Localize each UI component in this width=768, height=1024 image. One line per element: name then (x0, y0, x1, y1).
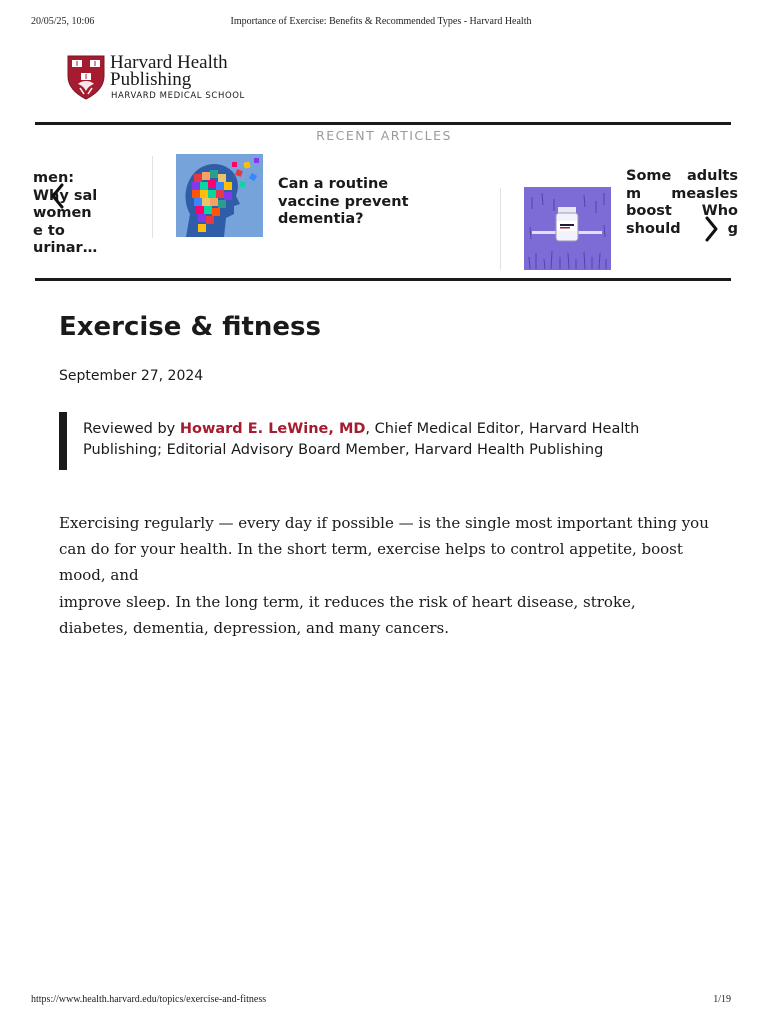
article-body (59, 510, 709, 641)
harvard-shield-icon (66, 54, 106, 100)
print-footer (31, 994, 731, 1008)
chevron-right-icon[interactable] (699, 214, 723, 244)
recent-articles-carousel (0, 148, 768, 274)
body-paragraph-1: Exercising regularly — every day if possible — is the single most important thing you can do for your health. In the short term, exercise helps to control appetite, boost mood, and (59, 514, 709, 585)
recent-articles-heading: RECENT ARTICLES (316, 128, 452, 143)
body-paragraph-2: improve sleep. In the long term, it reduces the risk of heart disease, stroke, diabetes, dementia, depression, and many cancers. (59, 592, 636, 637)
logo-line-1: Harvard Health (110, 52, 228, 73)
puzzle-head-thumbnail[interactable] (176, 154, 263, 237)
chevron-left-icon[interactable] (46, 181, 70, 211)
card-divider (500, 188, 501, 270)
recent-article-card-3-title[interactable]: Some adults m measles boost Who should g (626, 168, 738, 237)
recent-article-card-1-title[interactable]: men: Why sal women e to urinar… (33, 170, 98, 257)
harvard-health-logo[interactable] (66, 54, 266, 104)
print-url: https://www.health.harvard.edu/topics/exercise-and-fitness (31, 994, 267, 1005)
reviewer-link[interactable]: Howard E. LeWine, MD (179, 421, 366, 437)
card-divider (152, 156, 153, 238)
print-timestamp: 20/05/25, 10:06 (31, 16, 95, 27)
recent-article-card-2-title[interactable]: Can a routine vaccine prevent dementia? (278, 176, 409, 228)
print-header (31, 16, 731, 30)
reviewed-by-text: Reviewed by Howard E. LeWine, MD, Chief Medical Editor, Harvard Health Publishing; Editorial Advisory Board Member, Harvard Health Publishing (83, 421, 640, 458)
top-divider-rule (35, 122, 731, 125)
print-document-title: Importance of Exercise: Benefits & Recommended Types - Harvard Health (230, 16, 532, 27)
print-page-number: 1/19 (713, 994, 731, 1005)
article-date: September 27, 2024 (59, 368, 204, 384)
reviewed-by-block (59, 412, 707, 470)
page-title: Exercise & fitness (59, 312, 321, 342)
logo-line-3: HARVARD MEDICAL SCHOOL (111, 91, 245, 101)
bottom-divider-rule (35, 278, 731, 281)
vaccine-vial-thumbnail[interactable] (524, 187, 611, 270)
logo-line-2: Publishing (110, 69, 192, 90)
